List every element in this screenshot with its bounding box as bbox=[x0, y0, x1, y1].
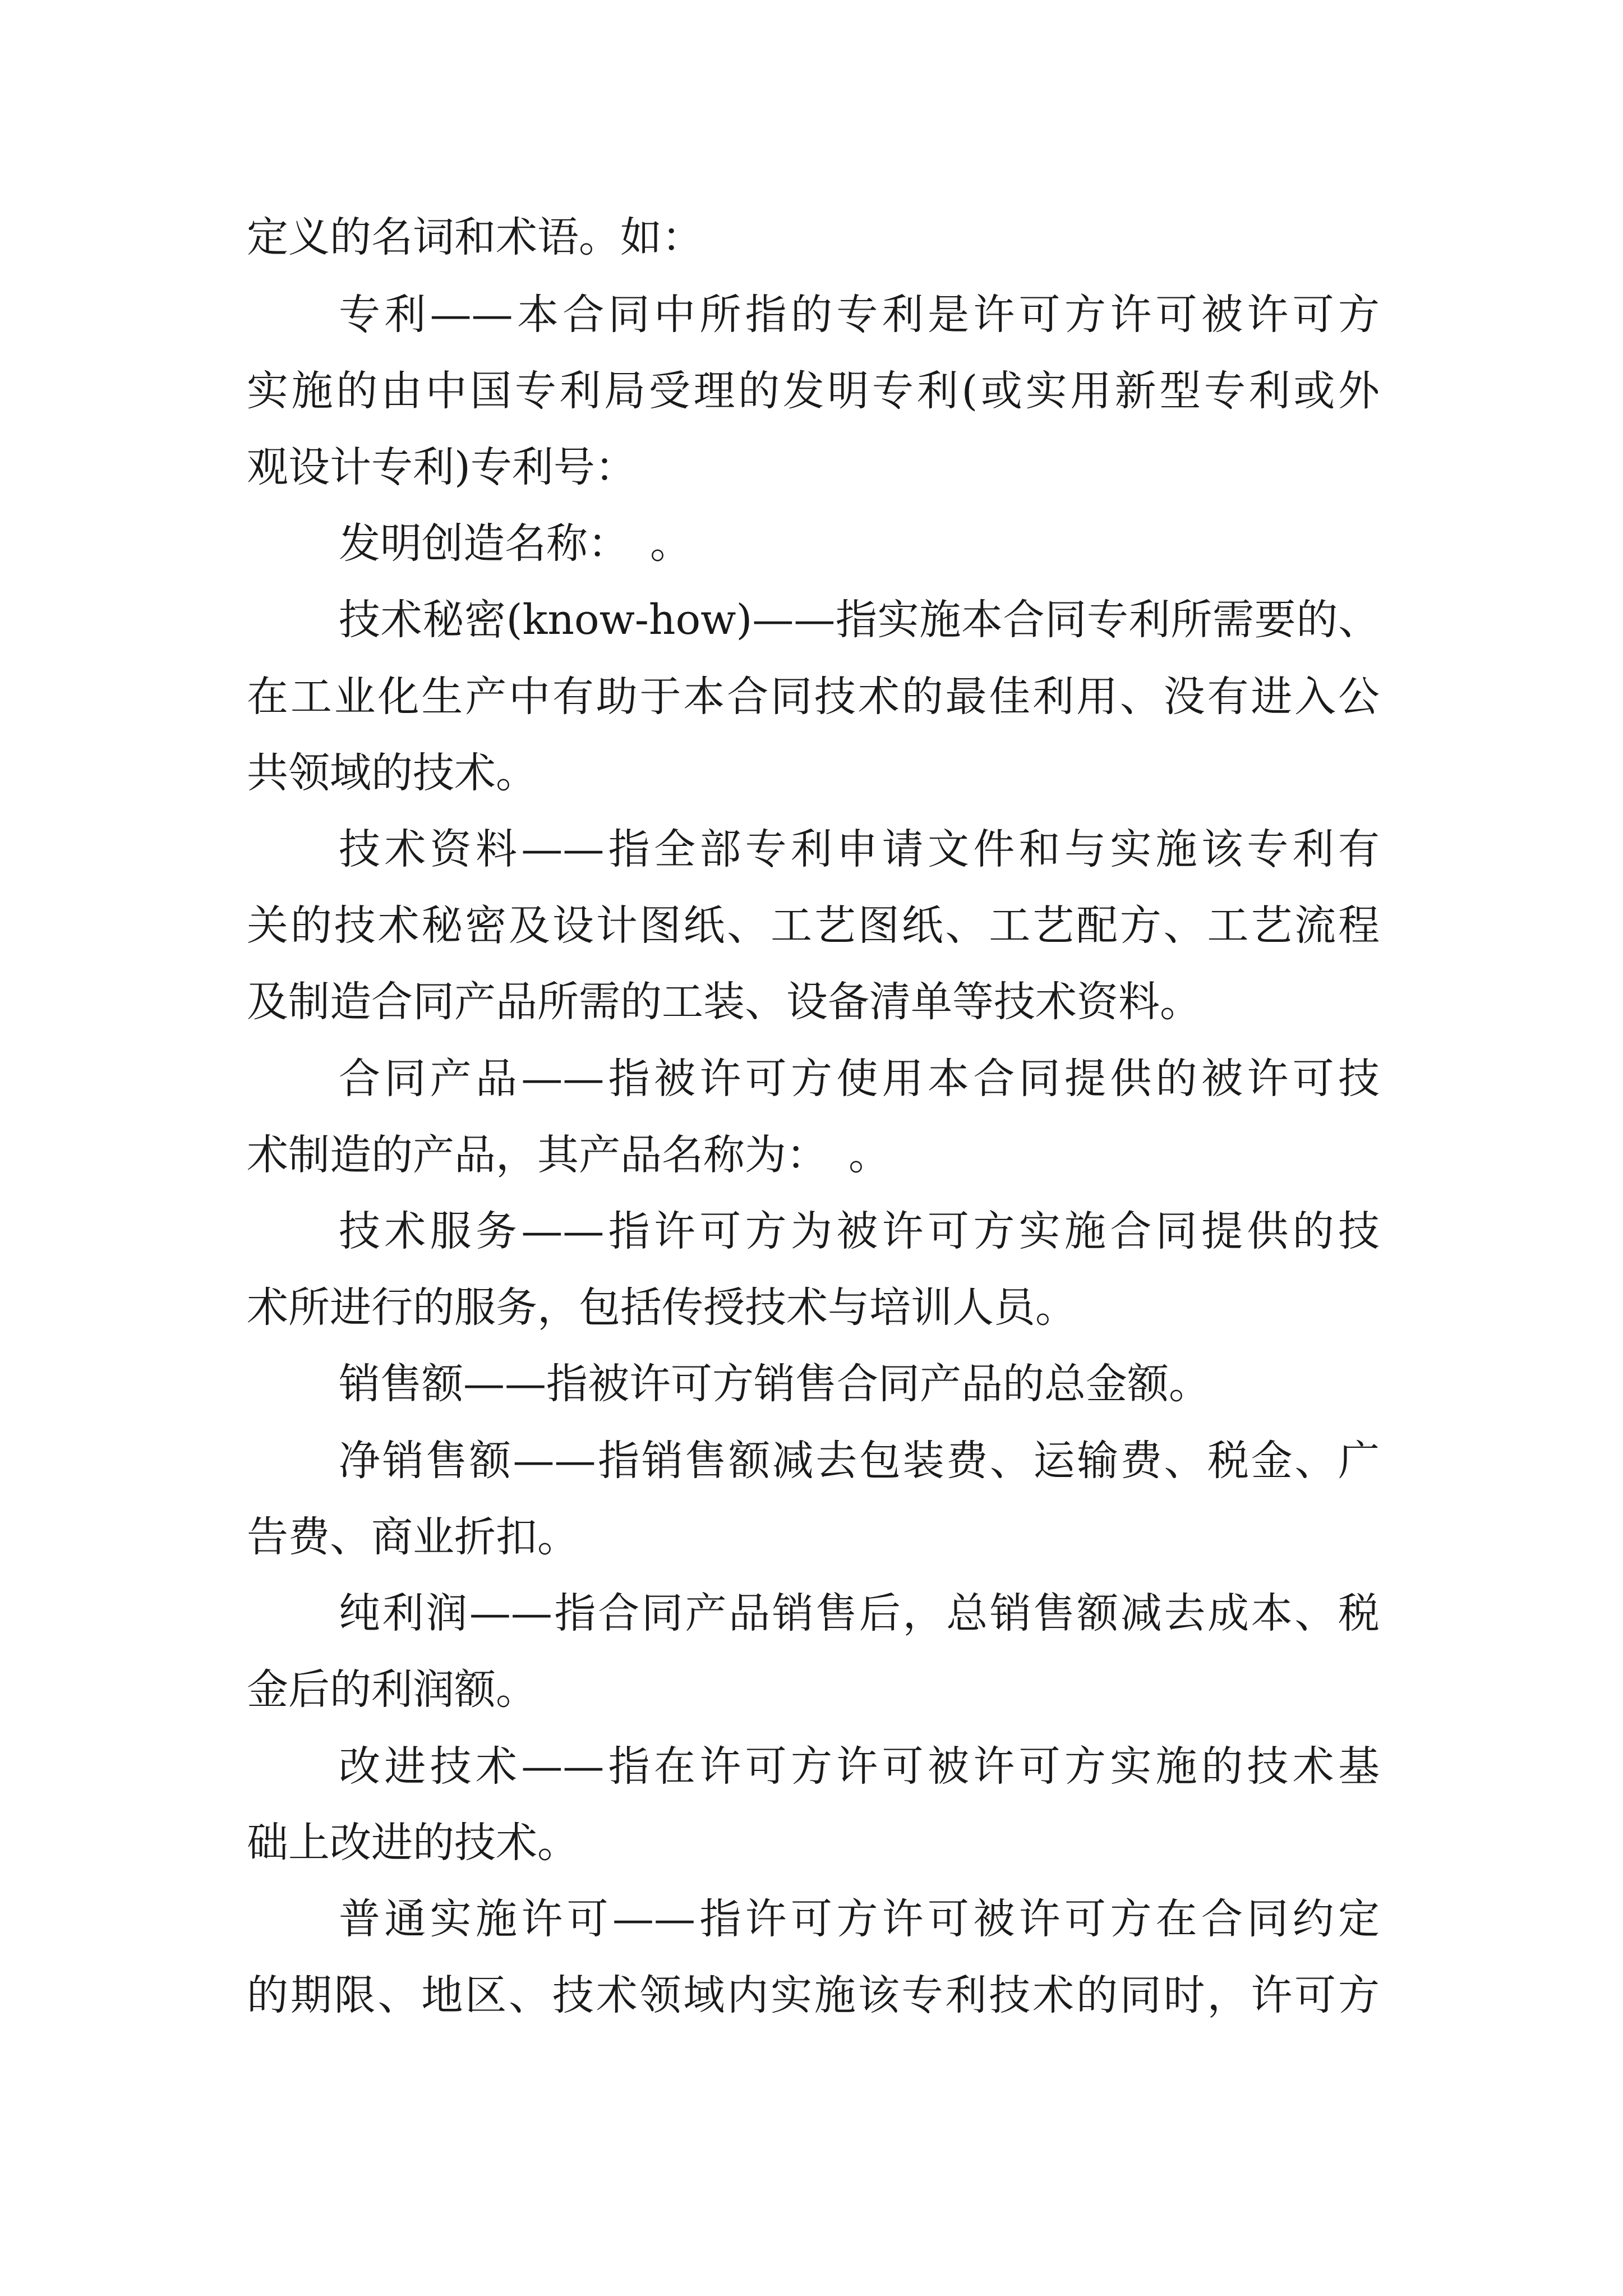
text-line: 专利——本合同中所指的专利是许可方许可被许可方 bbox=[339, 291, 1380, 339]
text-line: 术所进行的服务，包括传授技术与培训人员。 bbox=[247, 1283, 1077, 1332]
text-line: 术制造的产品，其产品名称为： 。 bbox=[247, 1131, 890, 1179]
text-line: 的期限、地区、技术领域内实施该专利技术的同时，许可方 bbox=[247, 1971, 1380, 2019]
text-line: 告费、商业折扣。 bbox=[247, 1513, 579, 1561]
text-line: 纯利润——指合同产品销售后，总销售额减去成本、税 bbox=[339, 1589, 1380, 1637]
text-line: 销售额——指被许可方销售合同产品的总金额。 bbox=[339, 1360, 1210, 1408]
text-line: 普通实施许可——指许可方许可被许可方在合同约定 bbox=[339, 1895, 1380, 1943]
text-line: 定义的名词和术语。如： bbox=[247, 213, 703, 261]
text-line: 发明创造名称： 。 bbox=[339, 519, 691, 568]
text-line: 净销售额——指销售额减去包装费、运输费、税金、广 bbox=[339, 1437, 1380, 1485]
text-line: 共领域的技术。 bbox=[247, 749, 537, 797]
text-line: 观设计专利)专利号： bbox=[247, 443, 637, 491]
text-line: 及制造合同产品所需的工装、设备清单等技术资料。 bbox=[247, 978, 1201, 1026]
text-line: 合同产品——指被许可方使用本合同提供的被许可技 bbox=[339, 1055, 1380, 1103]
text-line: 础上改进的技术。 bbox=[247, 1819, 579, 1867]
text-line: 实施的由中国专利局受理的发明专利(或实用新型专利或外 bbox=[247, 367, 1380, 415]
text-line: 技术服务——指许可方为被许可方实施合同提供的技 bbox=[339, 1207, 1380, 1255]
text-line: 金后的利润额。 bbox=[247, 1665, 537, 1714]
text-line: 改进技术——指在许可方许可被许可方实施的技术基 bbox=[339, 1742, 1380, 1791]
text-line: 在工业化生产中有助于本合同技术的最佳利用、没有进入公 bbox=[247, 673, 1380, 721]
text-line: 技术资料——指全部专利申请文件和与实施该专利有 bbox=[339, 825, 1380, 873]
text-line: 技术秘密(know-how)——指实施本合同专利所需要的、 bbox=[339, 596, 1380, 644]
text-line: 关的技术秘密及设计图纸、工艺图纸、工艺配方、工艺流程 bbox=[247, 901, 1380, 950]
